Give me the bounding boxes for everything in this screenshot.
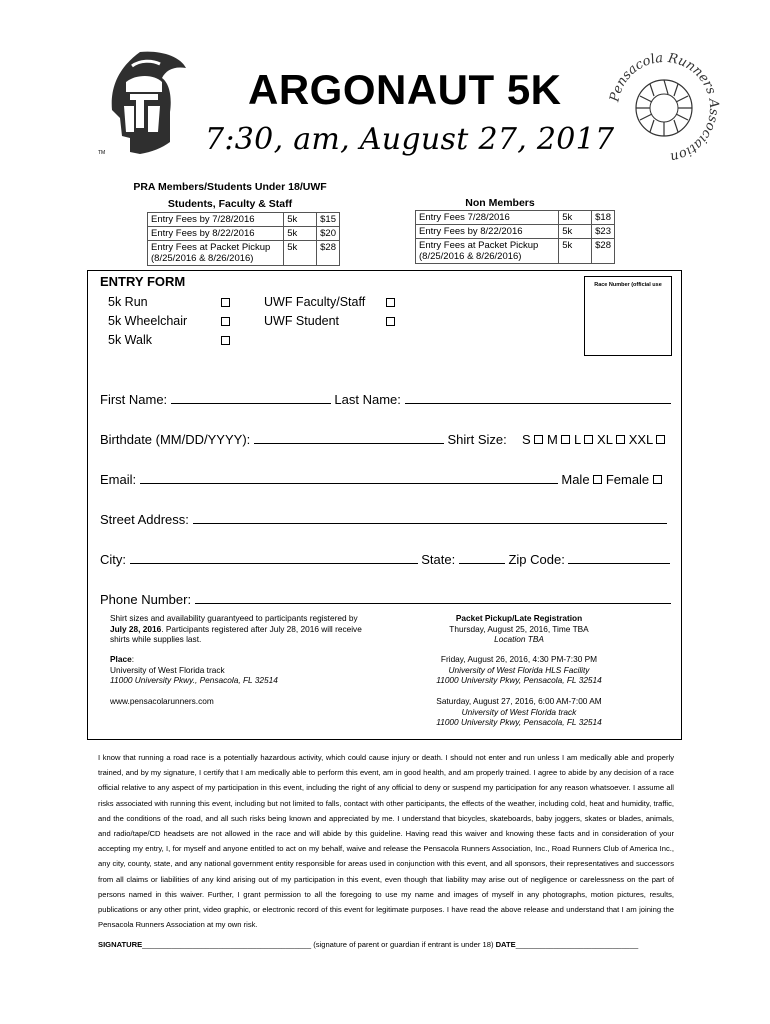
shirt-deadline: July 28, 2016 [110,623,162,634]
signature-note: (signature of parent or guardian if entrant is under 18) [311,940,496,949]
fee-label: Entry Fees by 7/28/2016 [148,213,284,227]
5k-wheelchair-checkbox[interactable] [221,317,230,326]
signature-line [98,940,638,949]
email-row [100,471,662,487]
fee-label: Entry Fees by 8/22/2016 [148,227,284,241]
race-option-5k-run: 5k Run [108,295,148,309]
birthdate-label: Birthdate (MM/DD/YYYY): [100,432,251,447]
place-name: University of West Florida track [110,664,225,675]
date-field[interactable]: _____________________________ [515,940,639,949]
fee-distance: 5k [284,227,317,241]
shirt-size-xl-label: XL [597,432,613,447]
shirt-size-xxl-label: XXL [628,432,653,447]
members-heading [130,179,330,213]
phone-number-field[interactable] [195,591,671,604]
spartan-helmet-logo [100,48,188,160]
signature-field[interactable]: ________________________________________ [142,940,312,949]
birthdate-row [100,431,665,447]
table-row [416,211,615,225]
fee-distance: 5k [284,213,317,227]
zip-code-field[interactable] [568,551,670,564]
race-option-5k-walk: 5k Walk [108,333,152,347]
street-address-field[interactable] [193,511,667,524]
packet-pickup-info: Packet Pickup/Late Registration Thursday, August 25, 2016, Time TBA Location TBA [449,613,589,644]
fee-price: $18 [592,211,615,225]
phone-number-label: Phone Number: [100,592,192,607]
phone-row [100,591,671,607]
gender-female-label: Female [605,472,650,487]
fee-distance: 5k [559,211,592,225]
state-label: State: [421,552,456,567]
5k-run-checkbox[interactable] [221,298,230,307]
members-heading-line2: Students, Faculty & Staff [167,198,293,210]
nonmembers-fee-table [415,210,615,264]
first-name-label: First Name: [100,392,168,407]
uwf-student-label: UWF Student [264,314,340,328]
shirt-size-l-checkbox[interactable] [584,435,593,444]
fee-distance: 5k [559,239,592,264]
date-label: DATE [495,940,516,949]
first-name-field[interactable] [171,391,331,404]
saturday-pickup-info: Saturday, August 27, 2016, 6:00 AM-7:00 AM University of West Florida track 11000 University Pkwy, Pensacola, FL 32514 [436,696,602,727]
race-title: ARGONAUT 5K [248,66,562,113]
table-row [148,241,340,266]
race-option-5k-wheelchair: 5k Wheelchair [108,314,188,328]
gender-female-checkbox[interactable] [653,475,662,484]
email-field[interactable] [140,471,558,484]
name-row [100,391,671,407]
uwf-faculty-staff-label: UWF Faculty/Staff [264,295,366,309]
shirt-size-xxl-checkbox[interactable] [656,435,665,444]
pensacola-runners-association-logo [608,52,720,164]
uwf-faculty-staff-checkbox[interactable] [386,298,395,307]
state-field[interactable] [459,551,505,564]
place-label: Place [110,654,132,664]
shirt-size-m-label: M [546,432,558,447]
logo-ring-text: Pensacola Runners Association [608,52,720,164]
shirt-size-s-label: S [522,432,531,447]
place-info: Place: University of West Florida track 11000 University Pkwy., Pensacola, FL 32514 [110,654,278,685]
shirt-info: Shirt sizes and availability guarantyeed to participants registered by July 28, 2016. Participants registered after July 28, 2016 will receive shirts while supplies last. [110,613,362,644]
fee-distance: 5k [559,225,592,239]
table-row [416,225,615,239]
shirt-size-l-label: L [574,432,581,447]
fee-price: $23 [592,225,615,239]
uwf-student-checkbox[interactable] [386,317,395,326]
birthdate-field[interactable] [254,431,444,444]
entry-form-title: ENTRY FORM [100,274,186,289]
nonmembers-heading: Non Members [465,197,535,209]
table-row [416,239,615,264]
fee-price: $15 [317,213,340,227]
fee-price: $20 [317,227,340,241]
website-link[interactable]: www.pensacolarunners.com [110,696,214,706]
fee-note: (8/25/2016 & 8/26/2016) [419,251,522,262]
street-address-label: Street Address: [100,512,189,527]
street-row [100,511,667,527]
fee-label: Entry Fees by 8/22/2016 [416,225,559,239]
trademark-mark: TM [98,150,106,156]
fee-label: Entry Fees at Packet Pickup (8/25/2016 & 8/26/2016) [416,239,559,264]
shirt-size-m-checkbox[interactable] [561,435,570,444]
5k-walk-checkbox[interactable] [221,336,230,345]
table-row [148,213,340,227]
race-number-label: Race Number (official use [594,282,662,288]
table-row [148,227,340,241]
fee-distance: 5k [284,241,317,266]
fee-price: $28 [592,239,615,264]
shirt-size-s-checkbox[interactable] [534,435,543,444]
last-name-label: Last Name: [334,392,401,407]
friday-pickup-info: Friday, August 26, 2016, 4:30 PM-7:30 PM University of West Florida HLS Facility 11000 University Pkwy, Pensacola, FL 32514 [436,654,602,685]
members-fee-table [147,212,340,266]
gender-male-checkbox[interactable] [593,475,602,484]
members-heading-line1: PRA Members/Students Under 18/UWF [133,181,327,193]
race-date-time: 7:30, am, August 27, 2017 [205,122,615,157]
zip-code-label: Zip Code: [508,552,565,567]
fee-label: Entry Fees at Packet Pickup (8/25/2016 & 8/26/2016) [148,241,284,266]
fee-price: $28 [317,241,340,266]
packet-pickup-title: Packet Pickup/Late Registration [455,613,583,623]
city-row [100,551,670,567]
gender-male-label: Male [561,472,590,487]
email-label: Email: [100,472,137,487]
fee-note: (8/25/2016 & 8/26/2016) [151,253,254,264]
fee-label: Entry Fees 7/28/2016 [416,211,559,225]
shirt-size-label: Shirt Size: [447,432,507,447]
shirt-size-xl-checkbox[interactable] [616,435,625,444]
city-field[interactable] [130,551,418,564]
signature-label: SIGNATURE [98,940,143,949]
city-label: City: [100,552,126,567]
race-number-box [584,276,672,356]
place-address: 11000 University Pkwy., Pensacola, FL 32514 [110,675,278,685]
last-name-field[interactable] [405,391,671,404]
liability-waiver-text: I know that running a road race is a potentially hazardous activity, which could cause injury or death. I should not enter and run unless I am medically able and properly trained, and by my signature, I certify that I am medically able to perform this event, am in good health, and am properly trained. I agree to abide by any decision of a race official relative to any aspect of my participation in this event, including the right of any official to deny or suspend my participation for any reason whatsoever. I assume all risks associated with running this event, including but not limited to falls, contact with other participants, the effects of the weather, including cold, heat and humidity, traffic, and the conditions of the road, and all such risks being known and appreciated by me. I understand that bicycles, skateboards, baby joggers, skates or blades, animals, and radio/tape/CD headsets are not allowed in the race and will abide by this guideline. Having read this waiver and knowing these facts and in consideration of your accepting my entry, I, for myself and anyone entitled to act on my behalf, waive and release the Pensacola Runners Association, Inc., Road Runners Club of America Inc., any city, county, state, and any national government entity responsible for areas used in conjunction with this event, and all sponsors, their representatives and successors from all claims or liabilities of any kind arising out of my participation in this event, even though that liability may arise out of negligence or carelessness on the part of persons named in this waiver. Further, I grant permission to all the foregoing to use my name and images of myself in any photographs, motion pictures, results, publications or any other print, video graphic, or electronic record of this event for legitimate purposes. I have read the above release and understand that I am joining the Pensacola Runners Association at my own risk. [98,753,674,930]
